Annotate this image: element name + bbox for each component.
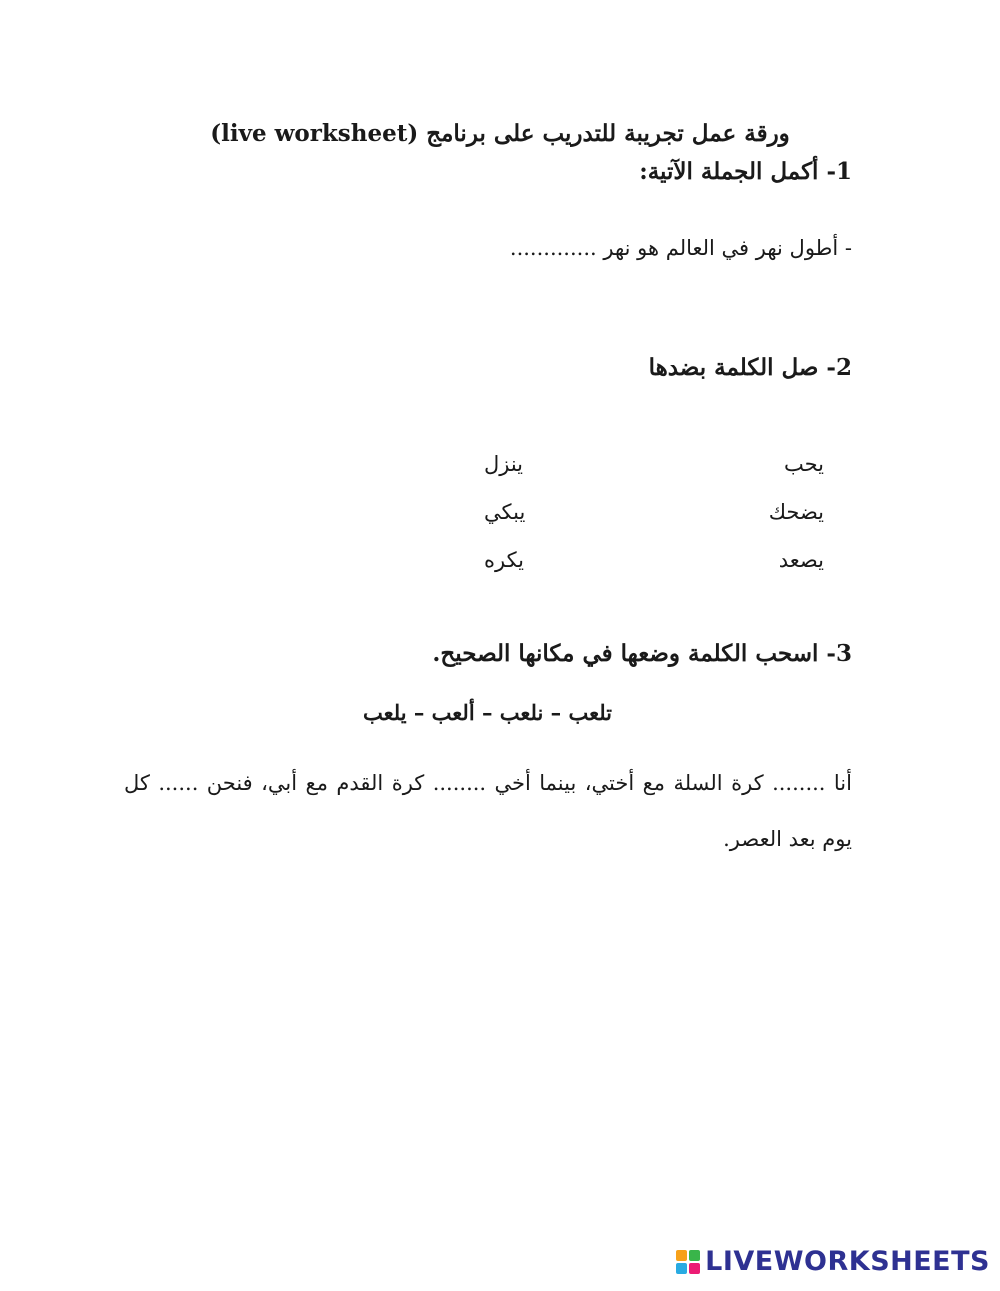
match-option[interactable]: يبكي	[484, 500, 526, 524]
match-word[interactable]: يحب	[783, 452, 824, 476]
logo-square	[689, 1263, 700, 1274]
question-1-sentence: - أطول نهر في العالم هو نهر .............	[509, 236, 852, 260]
word-bank[interactable]: تلعب – نلعب – ألعب – يلعب	[363, 700, 612, 725]
worksheet-title: ورقة عمل تجريبة للتدريب على برنامج (live worksheet)	[210, 120, 790, 147]
liveworksheets-logo	[676, 1246, 990, 1277]
match-row	[484, 500, 824, 532]
question-2-heading: 2- صل الكلمة بضدها	[648, 354, 852, 381]
logo-square	[676, 1263, 687, 1274]
match-row	[484, 548, 824, 580]
logo-text: LIVEWORKSHEETS	[705, 1246, 990, 1277]
question-3-heading: 3- اسحب الكلمة وضعها في مكانها الصحيح.	[432, 640, 852, 667]
match-word[interactable]: يصعد	[778, 548, 824, 572]
match-row	[484, 452, 824, 484]
logo-square	[676, 1250, 687, 1261]
fill-in-paragraph[interactable]: أنا ........ كرة السلة مع أختي، بينما أخي ........ كرة القدم مع أبي، فنحن ...... كل يوم بعد العصر.	[124, 771, 852, 851]
match-option[interactable]: يكره	[484, 548, 525, 572]
liveworksheets-logo-icon	[676, 1250, 700, 1274]
match-option[interactable]: ينزل	[484, 452, 524, 476]
question-1-heading: 1- أكمل الجملة الآتية:	[639, 158, 852, 185]
match-word[interactable]: يضحك	[768, 500, 824, 524]
logo-square	[689, 1250, 700, 1261]
